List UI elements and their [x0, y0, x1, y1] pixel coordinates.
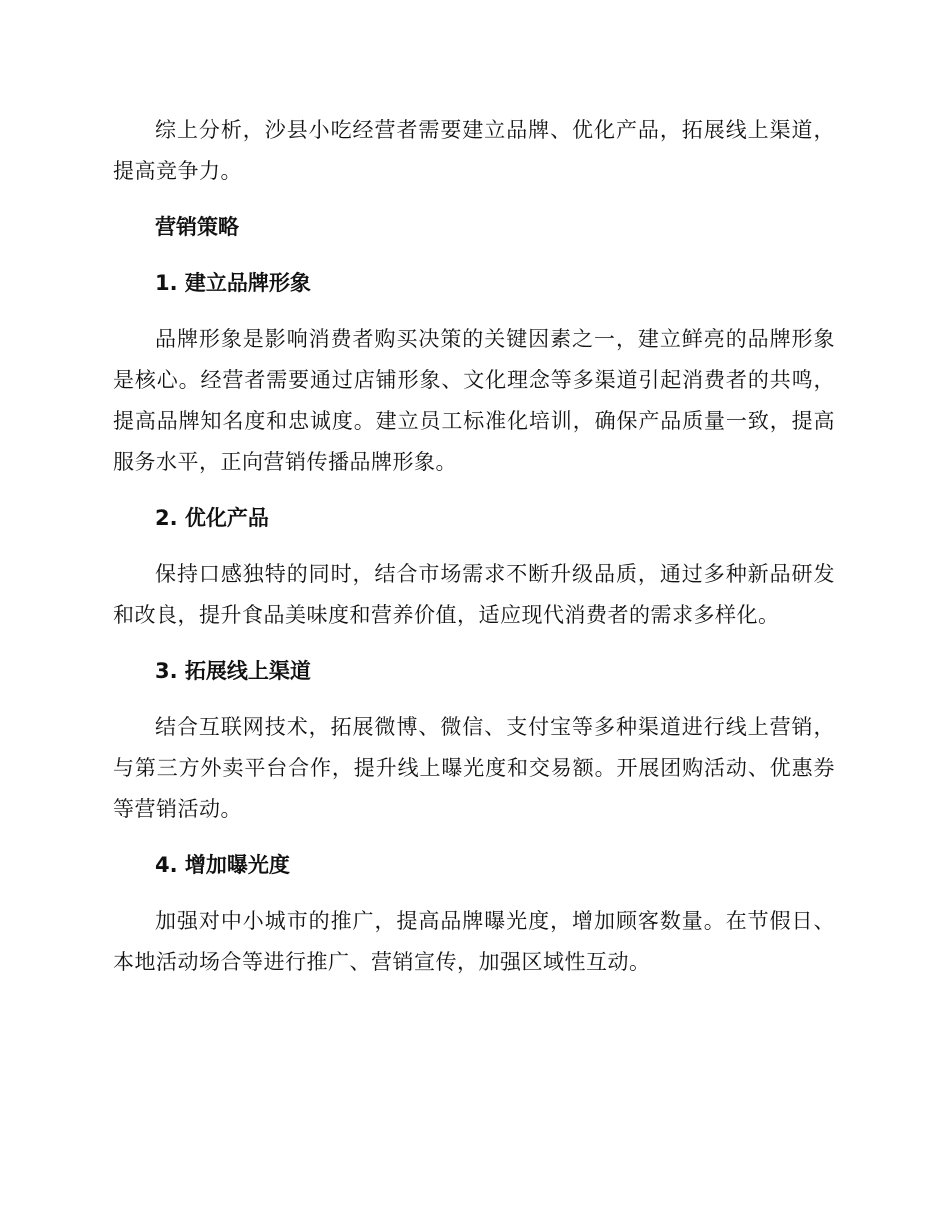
item-body-4: 加强对中小城市的推广，提高品牌曝光度，增加顾客数量。在节假日、本地活动场合等进行推广、营销宣传，加强区域性互动。 [113, 909, 835, 974]
item-heading-4: 4. 增加曝光度 [155, 853, 290, 877]
intro-paragraph: 综上分析，沙县小吃经营者需要建立品牌、优化产品，拓展线上渠道，提高竞争力。 [113, 118, 835, 183]
item-heading-1: 1. 建立品牌形象 [155, 271, 311, 295]
item-body-2: 保持口感独特的同时，结合市场需求不断升级品质，通过多种新品研发和改良，提升食品美味度和营养价值，适应现代消费者的需求多样化。 [113, 562, 835, 627]
item-body-1: 品牌形象是影响消费者购买决策的关键因素之一，建立鲜亮的品牌形象是核心。经营者需要通过店铺形象、文化理念等多渠道引起消费者的共鸣，提高品牌知名度和忠诚度。建立员工标准化培训，确保产品质量一致，提高服务水平，正向营销传播品牌形象。 [113, 327, 835, 474]
section-title: 营销策略 [155, 215, 239, 239]
item-heading-2: 2. 优化产品 [155, 506, 269, 530]
item-body-3: 结合互联网技术，拓展微博、微信、支付宝等多种渠道进行线上营销，与第三方外卖平台合作，提升线上曝光度和交易额。开展团购活动、优惠券等营销活动。 [113, 715, 835, 821]
document-content [113, 110, 835, 998]
item-heading-3: 3. 拓展线上渠道 [155, 659, 311, 683]
